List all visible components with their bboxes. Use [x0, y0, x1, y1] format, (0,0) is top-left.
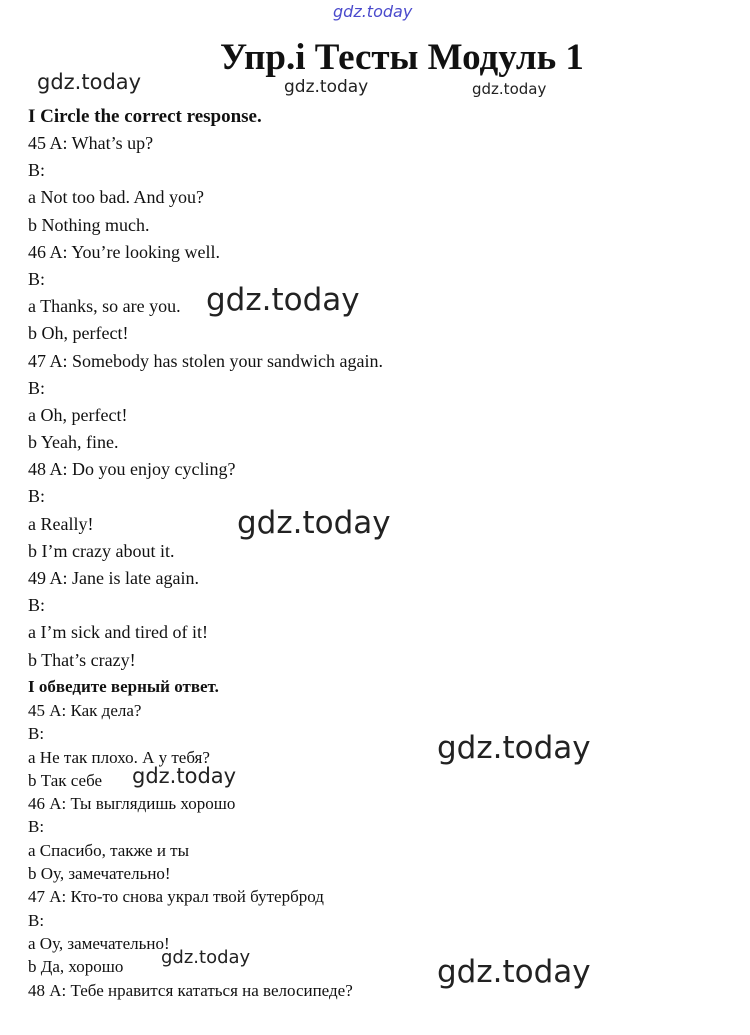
text-line: 45 A: What’s up?: [28, 133, 154, 153]
watermark-large: gdz.today: [237, 505, 391, 541]
text-line: 45 А: Как дела?: [28, 701, 142, 720]
text-line: b I’m crazy about it.: [28, 540, 175, 561]
text-line: 46 A: You’re looking well.: [28, 241, 221, 262]
text-line: a Oh, perfect!: [28, 404, 128, 425]
text-line: B:: [28, 377, 46, 398]
text-line: b Yeah, fine.: [28, 432, 119, 453]
text-line: b That’s crazy!: [28, 649, 136, 670]
watermark-top: gdz.today: [333, 2, 413, 21]
watermark-large: gdz.today: [437, 954, 591, 990]
text-line: a Really!: [28, 513, 94, 534]
russian-heading: I обведите верный ответ.: [28, 677, 219, 696]
text-line: B:: [28, 595, 46, 616]
text-line: B:: [28, 160, 46, 181]
english-heading: I Circle the correct response.: [28, 106, 262, 127]
watermark-medium: gdz.today: [161, 947, 251, 968]
text-line: В:: [28, 817, 45, 837]
page-title: Упр.i Тесты Модуль 1: [220, 37, 584, 78]
text-line: a I’m sick and tired of it!: [28, 622, 208, 643]
watermark-left: gdz.today: [37, 70, 142, 94]
text-line: 46 А: Ты выглядишь хорошо: [28, 794, 236, 814]
watermark-large: gdz.today: [206, 282, 360, 318]
watermark-medium: gdz.today: [132, 764, 237, 788]
english-section: [28, 103, 383, 674]
text-line: a Not too bad. And you?: [28, 187, 204, 208]
watermark-large: gdz.today: [437, 730, 591, 766]
text-line: 47 А: Кто-то снова украл твой бутерброд: [28, 887, 324, 907]
text-line: b Оу, замечательно!: [28, 864, 171, 884]
text-line: В:: [28, 910, 45, 930]
watermark-center: gdz.today: [284, 77, 369, 97]
text-line: b Да, хорошо: [28, 957, 124, 977]
text-line: 49 A: Jane is late again.: [28, 568, 199, 588]
text-line: 47 A: Somebody has stolen your sandwich again.: [28, 350, 383, 371]
text-line: В:: [28, 724, 45, 744]
text-line: b Так себе: [28, 770, 103, 790]
text-line: 48 А: Тебе нравится кататься на велосипеде?: [28, 980, 353, 1000]
text-line: b Nothing much.: [28, 214, 150, 235]
text-line: a Thanks, so are you.: [28, 296, 181, 317]
text-line: 48 A: Do you enjoy cycling?: [28, 459, 236, 480]
text-line: B:: [28, 268, 46, 289]
watermark-right: gdz.today: [472, 80, 547, 98]
text-line: а Спасибо, также и ты: [28, 840, 190, 860]
text-line: а Не так плохо. А у тебя?: [28, 747, 210, 767]
text-line: а Оу, замечательно!: [28, 933, 170, 953]
text-line: b Oh, perfect!: [28, 323, 129, 344]
text-line: B:: [28, 486, 46, 507]
